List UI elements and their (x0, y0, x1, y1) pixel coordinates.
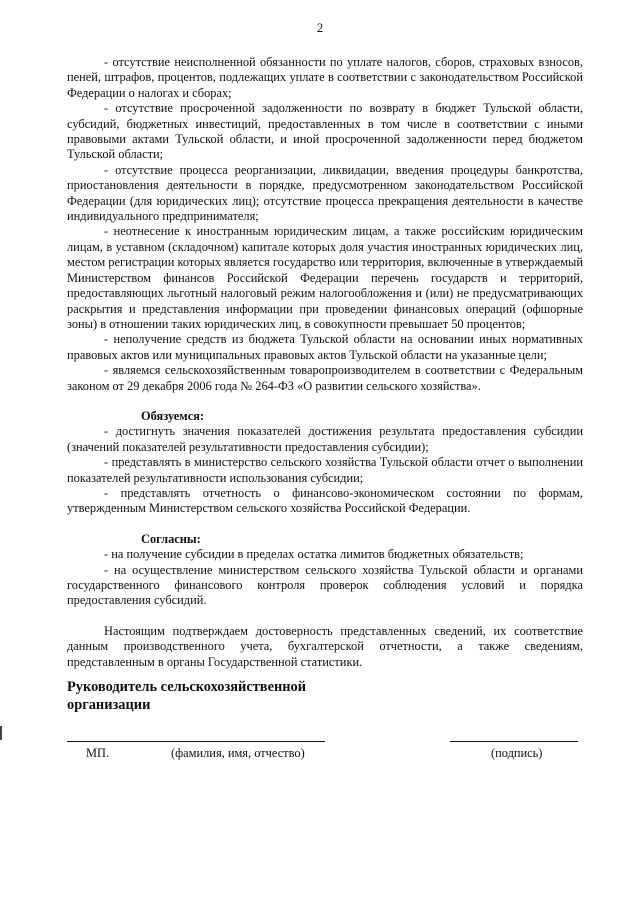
margin-mark (0, 726, 2, 740)
page-number: 2 (316, 20, 324, 35)
agreement-item: - на получение субсидии в пределах остатка лимитов бюджетных обязательств; (104, 547, 524, 562)
agreements-section (67, 532, 583, 609)
obligation-item: - достигнуть значения показателей достижения результата предоставления субсидии (значений показателей результативности предоставления субсидии); (67, 424, 583, 454)
confirmation-section (67, 624, 583, 670)
obligations-title: Обязуемся: (141, 408, 205, 423)
obligation-item: - представлять в министерство сельского хозяйства Тульской области отчет о выполнении показателей результативности использования субсидии; (67, 455, 583, 485)
condition-item: - являемся сельскохозяйственным товаропроизводителем в соответствии с Федеральным законом от 29 декабря 2006 года № 264-ФЗ «О развитии сельского хозяйства». (67, 363, 583, 393)
conditions-list (67, 55, 583, 394)
signatory-title: Руководитель сельскохозяйственной организации (67, 679, 307, 713)
document-body (67, 55, 583, 670)
signature-line (450, 741, 578, 742)
stamp-place-label: МП. (86, 746, 110, 760)
condition-item: - неотнесение к иностранным юридическим лицам, а также российским юридическим лицам, в уставном (складочном) капитале которых доля участия иностранных юридических лиц, местом регистрации которых является государство или территория, включенные в утверждаемый Министерством финансов Российской Федерации перечень государств и территорий, предоставляющих льготный налоговый режим налогообложения и (или) не предусматривающих раскрытия и представления информации при проведении финансовых операций (офшорные зоны) в отношении таких юридических лиц, в совокупности превышает 50 процентов; (67, 224, 583, 331)
condition-item: - отсутствие просроченной задолженности по возврату в бюджет Тульской области, субсидий, бюджетных инвестиций, предоставленных в том числе в соответствии с иными правовыми актами Тульской области, и иной просроченной задолженности перед бюджетом Тульской области; (67, 101, 583, 162)
confirmation-paragraph: Настоящим подтверждаем достоверность представленных сведений, их соответствие данным производственного учета, бухгалтерской отчетности, а также сведениям, представленным в органы Государственной статистики. (67, 623, 583, 669)
condition-item: - неполучение средств из бюджета Тульской области на основании иных нормативных правовых актов или муниципальных правовых актов Тульской области на указанные цели; (67, 332, 583, 362)
condition-item: - отсутствие процесса реорганизации, ликвидации, введения процедуры банкротства, приостановления деятельности в порядке, предусмотренном законодательством Российской Федерации (для юридических лиц); отсутствие процесса прекращения деятельности в качестве индивидуального предпринимателя; (67, 162, 583, 224)
agreement-item: - на осуществление министерством сельского хозяйства Тульской области и органами государственного финансового контроля проверок соблюдения условий и порядка предоставления субсидий. (67, 562, 583, 608)
signature-caption: (подпись) (491, 746, 543, 760)
obligations-section (67, 409, 583, 517)
agreements-title: Согласны: (141, 531, 201, 546)
obligation-item: - представлять отчетность о финансово-экономическом состоянии по формам, утвержденным Министерством сельского хозяйства Российской Федерации. (67, 485, 583, 516)
full-name-caption: (фамилия, имя, отчество) (171, 746, 305, 760)
condition-item: - отсутствие неисполненной обязанности по уплате налогов, сборов, страховых взносов, пеней, штрафов, процентов, подлежащих уплате в соответствии с законодательством Российской Федерации о налогах и сборах; (67, 55, 583, 100)
name-signature-line (67, 741, 325, 742)
